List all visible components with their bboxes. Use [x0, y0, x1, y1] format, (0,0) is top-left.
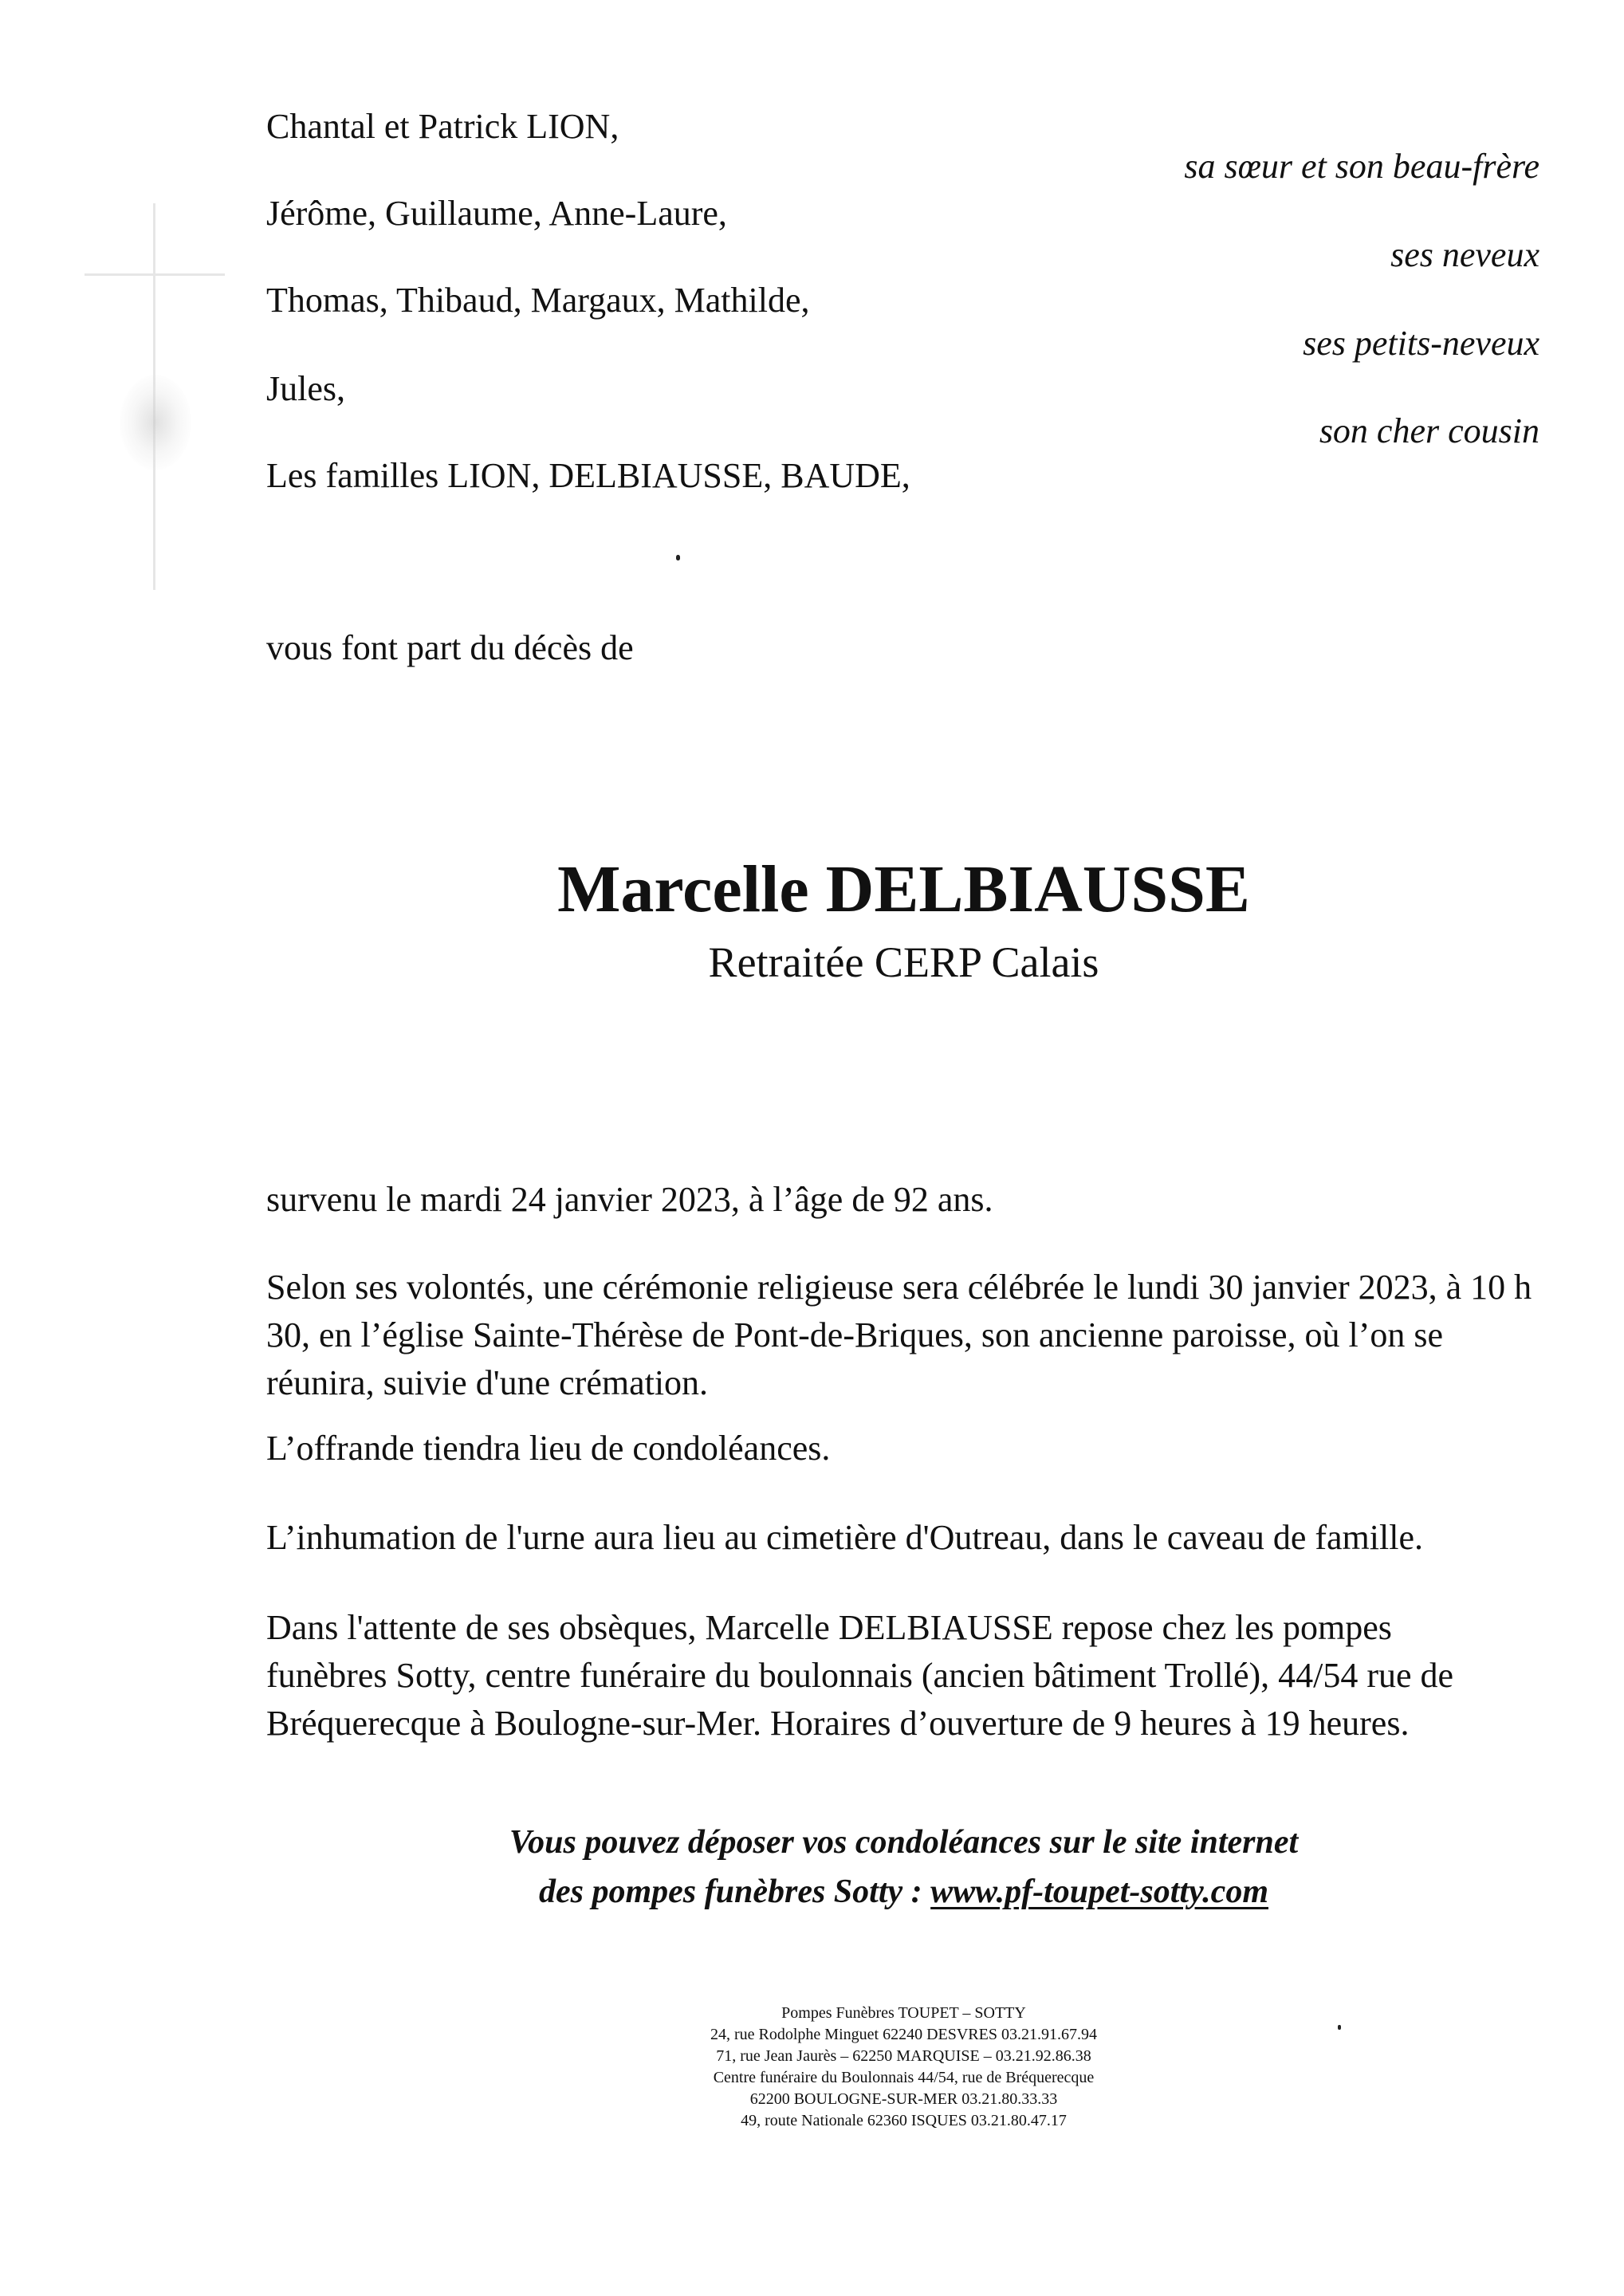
- ceremony-paragraph: Selon ses volontés, une cérémonie religieuse sera célébrée le lundi 30 janvier 2023, à 10 h 30, en l’église Sainte-Thérèse de Pont-de-Briques, son ancienne paroisse, où l’on se réunira, suivie d'une crémation.: [266, 1268, 1532, 1402]
- relation-line-1: sa sœur et son beau-frère: [1184, 147, 1539, 186]
- condolences-prefix: des pompes funèbres Sotty :: [538, 1873, 931, 1910]
- funeral-home-footer: [0, 2003, 1624, 2132]
- condolences-website-link[interactable]: www.pf-toupet-sotty.com: [930, 1873, 1268, 1910]
- condolences-line-2: [0, 1867, 1624, 1917]
- family-line-1: Chantal et Patrick LION,: [266, 107, 619, 146]
- announcement-intro: vous font part du décès de: [266, 628, 634, 667]
- ink-speck: [1338, 2025, 1341, 2030]
- footer-line-5: 62200 BOULOGNE-SUR-MER 03.21.80.33.33: [749, 2090, 1058, 2108]
- relation-line-4: son cher cousin: [1319, 411, 1539, 450]
- family-line-5: Les familles LION, DELBIAUSSE, BAUDE,: [266, 456, 910, 495]
- flower-smudge-decoration: [120, 375, 191, 470]
- deceased-name: Marcelle DELBIAUSSE: [557, 852, 1250, 926]
- condolences-line-1: Vous pouvez déposer vos condoléances sur le site internet: [509, 1824, 1299, 1861]
- burial-paragraph: L’inhumation de l'urne aura lieu au cimetière d'Outreau, dans le caveau de famille.: [266, 1518, 1423, 1557]
- death-date-paragraph: survenu le mardi 24 janvier 2023, à l’âge de 92 ans.: [266, 1180, 993, 1219]
- footer-line-1: Pompes Funèbres TOUPET – SOTTY: [781, 2004, 1026, 2022]
- family-line-4: Jules,: [266, 369, 345, 408]
- family-line-2: Jérôme, Guillaume, Anne-Laure,: [266, 194, 727, 233]
- cross-horizontal-decoration: [85, 273, 225, 276]
- offering-paragraph: L’offrande tiendra lieu de condoléances.: [266, 1429, 831, 1468]
- footer-line-3: 71, rue Jean Jaurès – 62250 MARQUISE – 03.21.92.86.38: [716, 2047, 1091, 2065]
- relation-line-3: ses petits-neveux: [1303, 324, 1539, 363]
- deceased-subtitle: Retraitée CERP Calais: [708, 938, 1099, 986]
- footer-line-6: 49, route Nationale 62360 ISQUES 03.21.80.47.17: [741, 2112, 1067, 2129]
- footer-line-2: 24, rue Rodolphe Minguet 62240 DESVRES 03.21.91.67.94: [710, 2026, 1097, 2043]
- relation-line-2: ses neveux: [1390, 235, 1539, 274]
- viewing-paragraph: Dans l'attente de ses obsèques, Marcelle DELBIAUSSE repose chez les pompes funèbres Sotty, centre funéraire du boulonnais (ancien bâtiment Trollé), 44/54 rue de Bréquerecque à Boulogne-sur-Mer. Horaires d’ouverture de 9 heures à 19 heures.: [266, 1608, 1454, 1743]
- family-line-3: Thomas, Thibaud, Margaux, Mathilde,: [266, 281, 810, 320]
- footer-line-4: Centre funéraire du Boulonnais 44/54, rue de Bréquerecque: [713, 2069, 1095, 2086]
- ink-speck: [676, 555, 680, 560]
